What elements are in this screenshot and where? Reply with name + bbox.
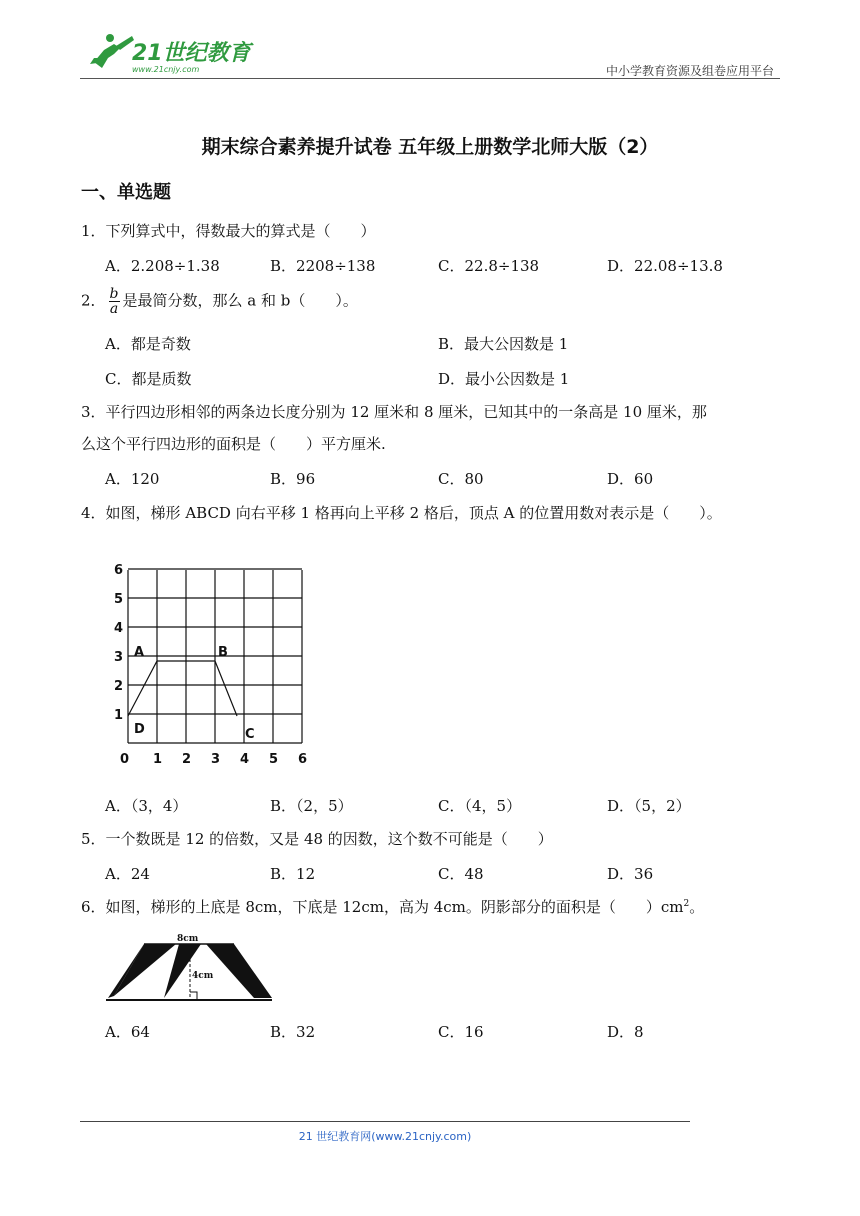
x-tick-label: 5 <box>269 752 279 767</box>
q3-option-b[interactable]: B．96 <box>270 470 316 488</box>
q4-option-b[interactable]: B．（2，5） <box>270 797 353 815</box>
q2-option-d[interactable]: D．最小公因数是 1 <box>438 370 570 388</box>
platform-name: 中小学教育资源及组卷应用平台 <box>605 64 774 78</box>
q1-option-d[interactable]: D．22.08÷13.8 <box>607 257 723 275</box>
point-label-d: D <box>134 722 145 737</box>
height-label: 4cm <box>192 971 214 981</box>
x-tick-label: 4 <box>240 752 250 767</box>
coordinate-grid-figure <box>108 563 308 770</box>
section-heading: 一、单选题 <box>81 182 171 203</box>
q4-option-c[interactable]: C．（4，5） <box>438 797 522 815</box>
q5-option-d[interactable]: D．36 <box>607 865 654 883</box>
y-tick-label: 2 <box>114 679 124 694</box>
question-1: 1．下列算式中，得数最大的算式是（ ） <box>81 222 376 240</box>
point-label-c: C <box>245 727 255 742</box>
question-6: 6．如图，梯形的上底是 8cm，下底是 12cm，高为 4cm。阴影部分的面积是（ ）$cm^2$。 <box>81 898 705 916</box>
svg-text:21世纪教育: 21世纪教育 <box>132 41 251 66</box>
question-2: 2． $\frac{b}{a}$ 是最简分数，那么 a 和 b（ ）。 <box>81 286 358 317</box>
footer-link[interactable]: 21 世纪教育网(www.21cnjy.com) <box>298 1130 472 1143</box>
y-tick-label: 5 <box>114 592 124 607</box>
q3-option-d[interactable]: D．60 <box>607 470 654 488</box>
page-title: 期末综合素养提升试卷 五年级上册数学北师大版（2） <box>201 136 659 158</box>
x-tick-label: 1 <box>153 752 163 767</box>
q3-option-a[interactable]: A．120 <box>105 470 160 488</box>
svg-text:www.21cnjy.com: www.21cnjy.com <box>132 65 200 74</box>
question-3: 3．平行四边形相邻的两条边长度分别为 12 厘米和 8 厘米，已知其中的一条高是 10 厘米，那 <box>81 403 707 421</box>
site-logo <box>80 28 280 76</box>
q5-option-b[interactable]: B．12 <box>270 865 316 883</box>
shaded-trapezoid-figure <box>104 928 274 1004</box>
x-tick-label: 0 <box>120 752 130 767</box>
q1-option-b[interactable]: B．2208÷138 <box>270 257 376 275</box>
q5-option-a[interactable]: A．24 <box>105 865 150 883</box>
x-tick-label: 3 <box>211 752 221 767</box>
q5-option-c[interactable]: C．48 <box>438 865 484 883</box>
y-tick-label: 1 <box>114 708 124 723</box>
header-divider <box>80 78 780 79</box>
y-tick-label: 3 <box>114 650 124 665</box>
trapezoid-abcd <box>128 661 237 716</box>
y-tick-label: 4 <box>114 621 124 636</box>
footer-divider <box>80 1121 690 1122</box>
q4-option-a[interactable]: A．（3，4） <box>105 797 188 815</box>
question-4: 4．如图，梯形 ABCD 向右平移 1 格再向上平移 2 格后，顶点 A 的位置用数对表示是（ ）。 <box>81 504 722 522</box>
q4-option-d[interactable]: D．（5，2） <box>607 797 691 815</box>
x-tick-label: 2 <box>182 752 192 767</box>
question-5: 5．一个数既是 12 的倍数，又是 48 的因数，这个数不可能是（ ） <box>81 830 553 848</box>
q6-option-b[interactable]: B．32 <box>270 1023 316 1041</box>
q2-option-c[interactable]: C．都是质数 <box>105 370 192 388</box>
q3-option-c[interactable]: C．80 <box>438 470 484 488</box>
top-base-label: 8cm <box>177 934 199 944</box>
q6-option-c[interactable]: C．16 <box>438 1023 484 1041</box>
point-label-a: A <box>134 645 145 660</box>
question-3-line-2: 么这个平行四边形的面积是（ ）平方厘米. <box>81 435 386 453</box>
q6-option-a[interactable]: A．64 <box>105 1023 150 1041</box>
x-tick-label: 6 <box>298 752 308 767</box>
q1-option-c[interactable]: C．22.8÷138 <box>438 257 540 275</box>
point-label-b: B <box>218 645 228 660</box>
q6-option-d[interactable]: D．8 <box>607 1023 644 1041</box>
y-tick-label: 6 <box>114 563 124 578</box>
q2-option-b[interactable]: B．最大公因数是 1 <box>438 335 569 353</box>
fraction-b-over-a: $\frac{b}{a}$ <box>109 286 119 317</box>
q1-option-a[interactable]: A．2.208÷1.38 <box>105 257 220 275</box>
runner-icon <box>90 34 134 68</box>
q2-option-a[interactable]: A．都是奇数 <box>105 335 191 353</box>
